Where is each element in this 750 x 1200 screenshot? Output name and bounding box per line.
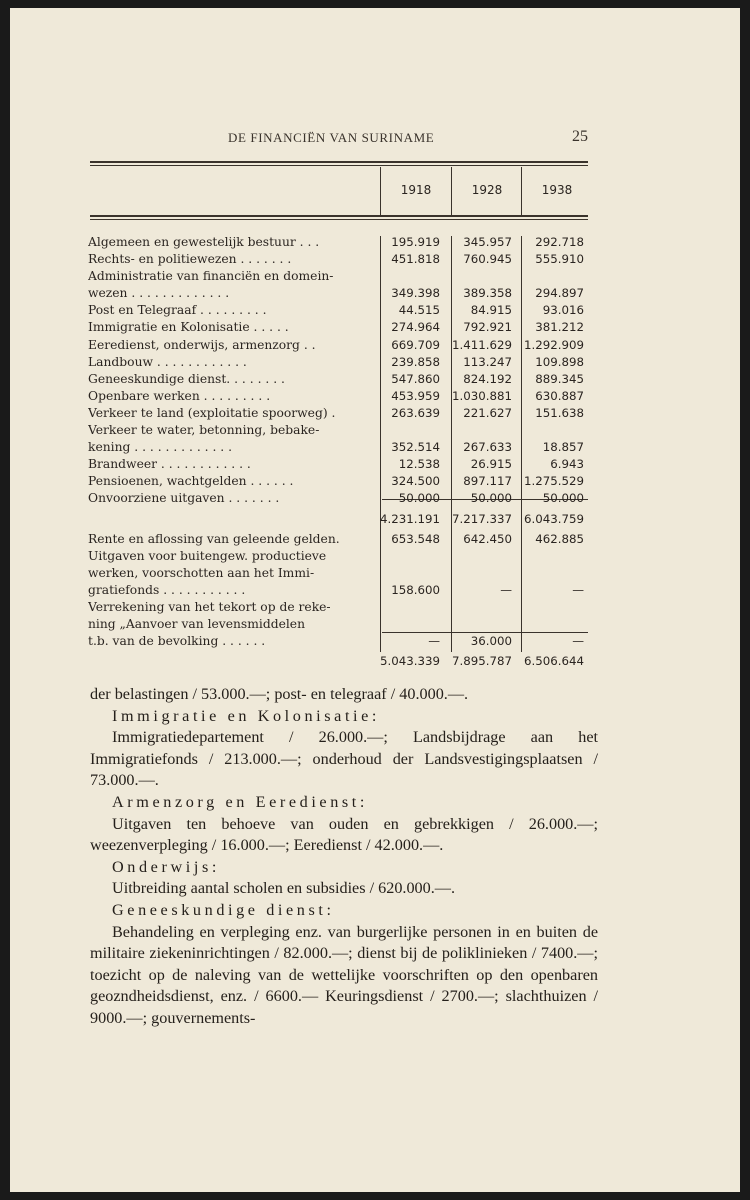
table-row — [88, 251, 586, 268]
row-label: Algemeen en gewestelijk bestuur . . . — [88, 235, 320, 249]
table-row — [88, 319, 586, 336]
row-label: Landbouw . . . . . . . . . . . . — [88, 354, 247, 369]
table-row — [88, 439, 586, 456]
cell-1938: 109.898 — [535, 354, 584, 369]
cell-1938: 889.345 — [535, 371, 584, 386]
table-row — [88, 531, 586, 548]
table-row — [88, 422, 586, 439]
row-label: Eeredienst, onderwijs, armenzorg . . — [88, 337, 316, 352]
cell-1928: 345.957 — [463, 235, 512, 249]
cell-1928: 1.411.629 — [451, 337, 512, 352]
cell-1928 — [442, 548, 514, 565]
cell-1938: 462.885 — [535, 531, 584, 546]
cell-1938 — [514, 599, 586, 616]
table-top-rule-thin — [90, 165, 588, 166]
cell-1938: 6.506.644 — [523, 654, 584, 669]
table-row — [88, 565, 586, 582]
cell-1938: 555.910 — [535, 252, 584, 267]
cell-1928: 267.633 — [463, 440, 512, 455]
cell-1918: 324.500 — [391, 474, 440, 489]
cell-1928: 7.217.337 — [451, 511, 512, 526]
cell-1928: 897.117 — [463, 474, 512, 489]
column-header-1928: 1928 — [471, 183, 503, 197]
table-row — [88, 633, 586, 650]
section-heading: Onderwijs: — [112, 857, 220, 876]
row-label: ning „Aanvoer van levensmiddelen — [88, 617, 305, 632]
cell-1918: 547.860 — [391, 371, 440, 386]
cell-1938: 1.275.529 — [523, 474, 584, 489]
cell-1918: 50.000 — [398, 491, 440, 506]
total-row — [88, 653, 586, 670]
cell-1918 — [372, 599, 442, 616]
row-label: Immigratie en Kolonisatie . . . . . — [88, 320, 289, 335]
cell-1938: 6.043.759 — [523, 511, 584, 526]
cell-1938 — [514, 548, 586, 565]
table-row — [88, 234, 586, 251]
cell-1918 — [372, 548, 442, 565]
table-row — [88, 473, 586, 490]
cell-1938: 294.897 — [535, 286, 584, 301]
cell-1918: 195.919 — [391, 235, 440, 249]
row-label: Brandweer . . . . . . . . . . . . — [88, 457, 251, 472]
row-label: Rente en aflossing van geleende gelden. — [88, 531, 340, 546]
table-head-rule-thin — [90, 219, 588, 220]
cell-1918 — [372, 268, 442, 285]
row-label: Geneeskundige dienst. . . . . . . . — [88, 371, 285, 386]
table-head-rule — [90, 215, 588, 217]
cell-1928: 36.000 — [470, 634, 512, 649]
table-row — [88, 371, 586, 388]
table-row — [88, 337, 586, 354]
cell-1938: 1.292.909 — [523, 337, 584, 352]
book-page — [10, 8, 740, 1192]
cell-1938: — — [572, 582, 584, 597]
cell-1928: 221.627 — [463, 405, 512, 420]
cell-1938: 151.638 — [535, 405, 584, 420]
cell-1928: 824.192 — [463, 371, 512, 386]
cell-1928 — [442, 268, 514, 285]
table-row — [88, 548, 586, 565]
table-row — [88, 388, 586, 405]
cell-1928: 389.358 — [463, 286, 512, 301]
cell-1918: 12.538 — [398, 457, 440, 472]
cell-1918: 44.515 — [398, 303, 440, 318]
row-label: Onvoorziene uitgaven . . . . . . . — [88, 491, 280, 506]
row-label: Openbare werken . . . . . . . . . — [88, 388, 271, 403]
cell-1918: 352.514 — [391, 440, 440, 455]
cell-1918 — [372, 565, 442, 582]
row-label: Pensioenen, wachtgelden . . . . . . — [88, 474, 294, 489]
section-heading: Immigratie en Kolonisatie: — [112, 706, 381, 725]
section-heading: Geneeskundige dienst: — [112, 900, 335, 919]
cell-1938: 50.000 — [542, 491, 584, 506]
cell-1938: 381.212 — [535, 320, 584, 335]
row-label: Uitgaven voor buitengew. productieve — [88, 548, 327, 563]
cell-1928: 84.915 — [470, 303, 512, 318]
cell-1928: 50.000 — [470, 491, 512, 506]
cell-1918: 453.959 — [391, 388, 440, 403]
cell-1928: 7.895.787 — [451, 654, 512, 669]
running-head — [10, 130, 740, 150]
table-row — [88, 302, 586, 319]
table-row — [88, 354, 586, 371]
cell-1928: 642.450 — [463, 531, 512, 546]
paragraph: Uitgaven ten behoeve van ouden en gebrekkigen / 26.000.—; weezenverpleging / 16.000.—; Eeredienst / 42.000.—. — [90, 814, 598, 855]
cell-1928 — [442, 422, 514, 439]
row-label: Verkeer te land (exploitatie spoorweg) . — [88, 405, 336, 420]
cell-1918: 4.231.191 — [379, 511, 440, 526]
table-row — [88, 456, 586, 473]
cell-1938: 292.718 — [535, 235, 584, 249]
cell-1928: 760.945 — [463, 252, 512, 267]
cell-1938: — — [572, 634, 584, 649]
column-header-1918: 1918 — [400, 183, 432, 197]
cell-1928: 1.030.881 — [451, 388, 512, 403]
row-label: t.b. van de bevolking . . . . . . — [88, 634, 266, 649]
cell-1928 — [442, 565, 514, 582]
cell-1938 — [514, 565, 586, 582]
table-top-rule — [90, 161, 588, 163]
cell-1928: — — [500, 582, 512, 597]
body-text — [90, 684, 598, 1030]
row-label: wezen . . . . . . . . . . . . . — [88, 286, 230, 301]
cell-1918: 653.548 — [391, 531, 440, 546]
cell-1918: 158.600 — [391, 582, 440, 597]
row-label: Verkeer te water, betonning, bebake- — [88, 423, 320, 438]
row-label — [88, 511, 372, 528]
table-row — [88, 616, 586, 633]
cell-1938 — [514, 616, 586, 633]
section-heading: Armenzorg en Eeredienst: — [112, 792, 369, 811]
cell-1928: 113.247 — [463, 354, 512, 369]
cell-1928 — [442, 616, 514, 633]
cell-1938: 630.887 — [535, 388, 584, 403]
cell-1938 — [514, 268, 586, 285]
row-label: gratiefonds . . . . . . . . . . . — [88, 582, 246, 597]
cell-1918: 274.964 — [391, 320, 440, 335]
paragraph: Behandeling en verpleging enz. van burgerlijke personen in en buiten de militaire ziekeninrichtingen / 82.000.—; dienst bij de poliklinieken / 7400.—; toezicht op de naleving van de wettelijke voorschriften op den openbaren geozndheidsdienst, enz. / 6600.— Keuringsdienst / 2700.—; slachthuizen / 9000.—; gouvernements- — [90, 922, 598, 1027]
page-number: 25 — [572, 128, 588, 145]
cell-1938: 93.016 — [542, 303, 584, 318]
paragraph: Immigratiedepartement / 26.000.—; Landsbijdrage aan het Immigratiefonds / 213.000.—; onderhoud der Landsvestigingsplaatsen / 73.000.—. — [90, 728, 598, 790]
row-label: werken, voorschotten aan het Immi- — [88, 565, 315, 580]
row-label: Post en Telegraaf . . . . . . . . . — [88, 303, 267, 318]
cell-1938: 6.943 — [550, 457, 584, 472]
cell-1918: 239.858 — [391, 354, 440, 369]
cell-1918: 669.709 — [391, 337, 440, 352]
table-row — [88, 599, 586, 616]
running-title: DE FINANCIËN VAN SURINAME — [228, 130, 435, 145]
row-label: Verrekening van het tekort op de reke- — [88, 599, 331, 614]
cell-1918: 349.398 — [391, 286, 440, 301]
paragraph: Uitbreiding aantal scholen en subsidies / 620.000.—. — [112, 879, 456, 898]
cell-1918: — — [428, 634, 440, 649]
cell-1918 — [372, 616, 442, 633]
row-label — [88, 653, 372, 670]
table-row — [88, 268, 586, 285]
cell-1918 — [372, 422, 442, 439]
expenditure-table — [88, 234, 586, 670]
cell-1938 — [514, 422, 586, 439]
cell-1918: 263.639 — [391, 405, 440, 420]
table-row — [88, 405, 586, 422]
table-row — [88, 582, 586, 599]
row-label: kening . . . . . . . . . . . . . — [88, 440, 233, 455]
cell-1918: 5.043.339 — [379, 654, 440, 669]
table-row — [88, 285, 586, 302]
cell-1918: 451.818 — [391, 252, 440, 267]
cell-1928: 792.921 — [463, 320, 512, 335]
subtotal-row — [88, 511, 586, 528]
column-header-1938: 1938 — [541, 183, 573, 197]
cell-1928: 26.915 — [470, 457, 512, 472]
table-row — [88, 490, 586, 507]
row-label: Rechts- en politiewezen . . . . . . . — [88, 252, 292, 267]
cell-1928 — [442, 599, 514, 616]
cell-1938: 18.857 — [542, 440, 584, 455]
row-label: Administratie van financiën en domein- — [88, 269, 334, 284]
paragraph: der belastingen / 53.000.—; post- en telegraaf / 40.000.—. — [90, 685, 469, 703]
